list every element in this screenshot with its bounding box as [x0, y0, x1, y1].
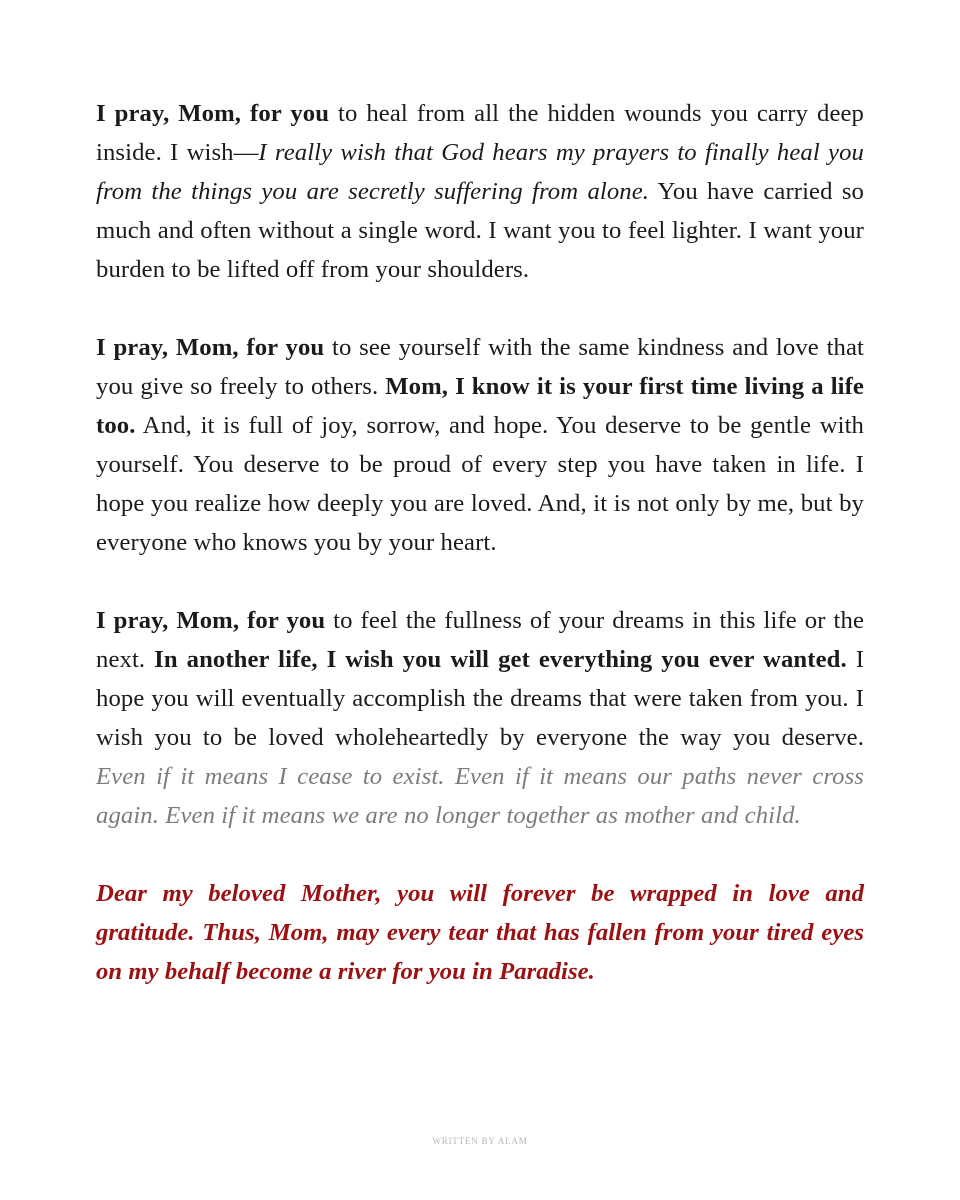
- paragraph-2-bold: Mom, I know it is your first time living a life too.: [96, 373, 864, 439]
- closing-paragraph: Dear my beloved Mother, you will forever be wrapped in love and gratitude. Thus, Mom, may every tear that has fallen from your tired eyes on my behalf become a river for you in Paradise.: [96, 880, 864, 985]
- paragraph-2: [96, 328, 864, 562]
- paragraph-2-text: to see yourself with the same kindness and love that you give so freely to others.: [96, 334, 864, 400]
- author-credit: WRITTEN BY ALAM: [432, 1136, 528, 1146]
- letter-body: [96, 94, 864, 991]
- paragraph-1-text: to heal from all the hidden wounds you carry deep inside. I wish—: [96, 100, 865, 166]
- paragraph-1-lead: I pray, Mom, for you: [96, 100, 330, 127]
- paragraph-1-italic: I really wish that God hears my prayers to finally heal you from the things you are secretly suffering from alone.: [96, 139, 864, 205]
- paragraph-3: [96, 601, 864, 835]
- paragraph-3-grey-italic: Even if it means I cease to exist. Even if it means our paths never cross again. Even if it means we are no longer together as mother and child.: [96, 763, 864, 829]
- paragraph-1: [96, 94, 864, 289]
- paragraph-3-text-mid: I hope you will eventually accomplish the dreams that were taken from you. I wish you to be loved wholeheartedly by everyone the way you deserve.: [96, 646, 865, 751]
- paragraph-2-lead: I pray, Mom, for you: [96, 334, 325, 361]
- paragraph-3-lead: I pray, Mom, for you: [96, 607, 326, 634]
- paragraph-2-text-end: And, it is full of joy, sorrow, and hope. You deserve to be gentle with yourself. You deserve to be proud of every step you have taken in life. I hope you realize how deeply you are loved. And, it is not only by me, but by everyone who knows you by your heart.: [96, 412, 864, 556]
- paragraph-1-text-end: You have carried so much and often without a single word. I want you to feel lighter. I want your burden to be lifted off from your shoulders.: [96, 178, 864, 283]
- paragraph-3-bold: In another life, I wish you will get everything you ever wanted.: [154, 646, 847, 673]
- paragraph-3-text: to feel the fullness of your dreams in this life or the next.: [96, 607, 865, 673]
